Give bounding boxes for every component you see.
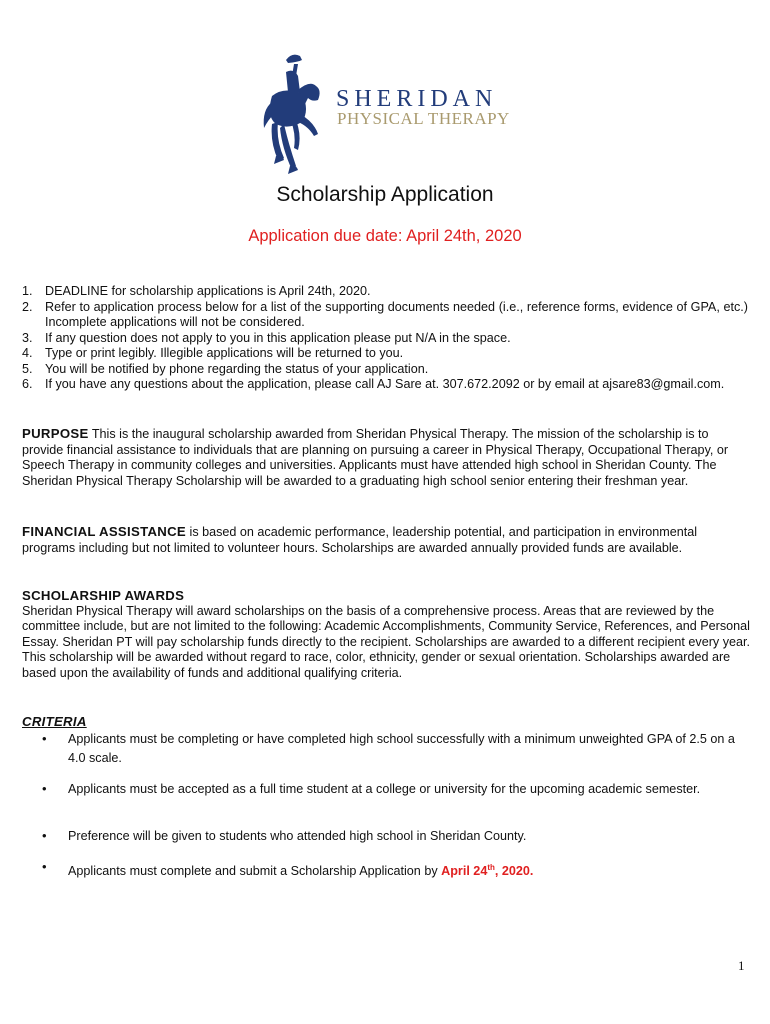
brand-subtitle: PHYSICAL THERAPY	[337, 109, 510, 128]
criteria-item	[40, 858, 750, 881]
due-date: Application due date: April 24th, 2020	[248, 227, 522, 245]
instructions-list	[22, 284, 748, 393]
bullet-icon: •	[42, 859, 47, 874]
financial-heading: FINANCIAL ASSISTANCE	[22, 524, 187, 539]
bullet-icon: •	[42, 731, 47, 746]
list-number: 5.	[22, 361, 33, 376]
list-number: 3.	[22, 330, 33, 345]
bullet-icon: •	[42, 828, 47, 843]
criteria-text: Applicants must be accepted as a full time student at a college or university for the upcoming academic semester.	[68, 782, 701, 796]
list-item-text: You will be notified by phone regarding the status of your application.	[45, 361, 429, 376]
awards-text: Sheridan Physical Therapy will award scholarships on the basis of a comprehensive process. Areas that are reviewed by the committee include, but are not limited to the following: Academic Accomplishments, Community Service, References, and Personal Essay. Sheridan PT will pay scholarship funds directly to the recipient. Scholarships are awarded to a different recipient every year. This scholarship will be awarded without regard to race, color, ethnicity, gender or sexual orientation. Scholarships awarded are based upon the availability of funds and additional qualifying criteria.	[22, 603, 751, 680]
list-item-text: If any question does not apply to you in this application please put N/A in the space.	[45, 330, 511, 345]
page-title: Scholarship Application	[276, 183, 494, 206]
list-number: 6.	[22, 377, 33, 391]
financial-section	[22, 524, 752, 556]
list-item	[22, 300, 748, 331]
financial-text: is based on academic performance, leadership potential, and participation in environmental programs including but not limited to volunteer hours. Scholarships are awarded annually provided funds are available.	[22, 525, 698, 555]
list-number: 4.	[22, 346, 33, 360]
criteria-item	[40, 827, 750, 846]
list-item-text: DEADLINE for scholarship applications is April 24th, 2020.	[45, 284, 371, 298]
criteria-text: Applicants must complete and submit a Scholarship Application by	[68, 864, 442, 878]
list-item-text: Refer to application process below for a list of the supporting documents needed (i.e., reference forms, evidence of GPA, etc.) Incomplete applications will not be considered.	[45, 299, 748, 329]
page-number: 1	[738, 958, 745, 973]
logo	[258, 50, 538, 180]
list-item	[22, 377, 748, 393]
list-number: 1.	[22, 284, 33, 298]
bullet-icon: •	[42, 781, 47, 796]
purpose-text: This is the inaugural scholarship awarded from Sheridan Physical Therapy. The mission of the scholarship is to provide financial assistance to individuals that are planning on pursuing a career in Physical Therapy, Occupational Therapy, or Speech Therapy in community colleges and universities. Applicants must have attended high school in Sheridan County. The Sheridan Physical Therapy Scholarship will be awarded to a graduating high school senior entering their freshman year.	[22, 427, 729, 488]
list-item	[22, 284, 748, 300]
criteria-text: Applicants must be completing or have completed high school successfully with a minimum unweighted GPA of 2.5 on a 4.0 scale.	[68, 732, 735, 765]
list-item-text: If you have any questions about the application, please call AJ Sare at. 307.672.2092 or by email at ajsare83@gmail.com.	[45, 377, 725, 391]
criteria-item	[40, 730, 750, 768]
criteria-text-wrap	[68, 858, 750, 881]
deadline-day: April 24	[441, 864, 488, 878]
deadline-date	[441, 864, 533, 878]
list-number: 2.	[22, 299, 33, 314]
purpose-heading: PURPOSE	[22, 426, 89, 441]
brand-name: SHERIDAN	[336, 86, 498, 112]
deadline-suffix: th	[487, 863, 495, 872]
criteria-text: Preference will be given to students who attended high school in Sheridan County.	[68, 829, 527, 843]
awards-heading: SCHOLARSHIP AWARDS	[22, 588, 185, 603]
criteria-heading: CRITERIA	[22, 714, 87, 729]
list-item	[22, 346, 748, 362]
criteria-item	[40, 780, 750, 799]
list-item-text: Type or print legibly. Illegible applications will be returned to you.	[45, 346, 404, 360]
list-item	[22, 331, 748, 347]
awards-section	[22, 588, 752, 681]
bucking-horse-rider-icon	[258, 50, 336, 180]
purpose-section	[22, 426, 752, 489]
list-item	[22, 362, 748, 378]
deadline-year: , 2020.	[494, 864, 534, 878]
